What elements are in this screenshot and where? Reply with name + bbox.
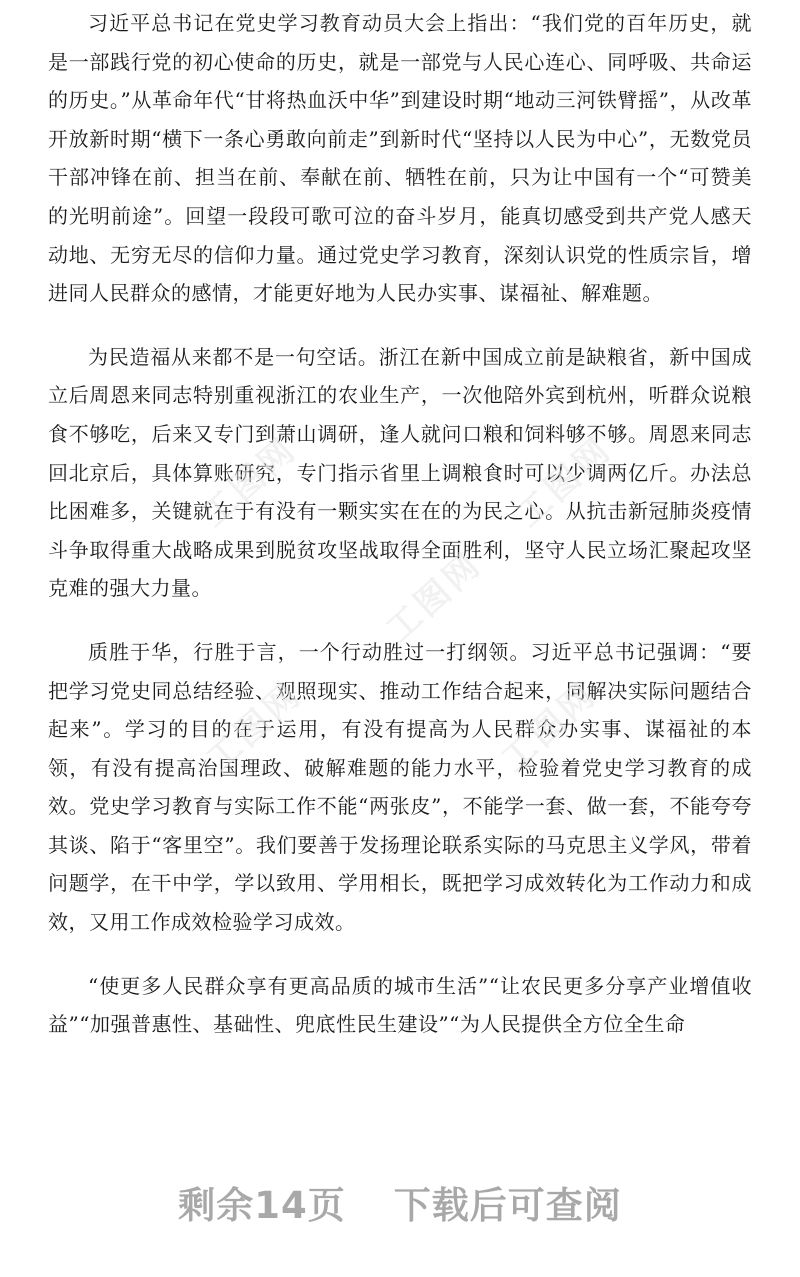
paragraph-3: 质胜于华，行胜于言，一个行动胜过一打纲领。习近平总书记强调：“要把学习党史同总结经验、观照现实、推动工作结合起来，同解决实际问题结合起来”。学习的目的在于运用，有没有提高为人民群众办实事、谋福祉的本领，有没有提高治国理政、破解难题的能力水平，检验着党史学习教育的成效。党史学习教育与实际工作不能“两张皮”，不能学一套、做一套，不能夸夸其谈、陷于“客里空”。我们要善于发扬理论联系实际的马克思主义学风，带着问题学，在干中学，学以致用、学用相长，既把学习成效转化为工作动力和成效，又用工作成效检验学习成效。 [48,639,752,935]
watermark: 工图网 [493,674,606,781]
download-to-read-link[interactable]: 下载后可查阅 [393,1184,622,1227]
watermark: 工图网 [193,429,306,536]
remaining-pages-banner[interactable] [0,1175,800,1229]
paragraph-1: 习近平总书记在党史学习教育动员大会上指出：“我们党的百年历史，就是一部践行党的初心使命的历史，就是一部党与人民心连心、同呼吸、共命运的历史。”从革命年代“甘将热血沃中华”到建设时期“地动三河铁臂摇”，从改革开放新时期“横下一条心勇敢向前走”到新时代“坚持以人民为中心”，无数党员干部冲锋在前、担当在前、奉献在前、牺牲在前，只为让中国有一个“可赞美的光明前途”。回望一段段可歌可泣的奋斗岁月，能真切感受到共产党人感天动地、无穷无尽的信仰力量。通过党史学习教育，深刻认识党的性质宗旨，增进同人民群众的感情，才能更好地为人民办实事、谋福祉、解难题。 [48,11,752,306]
watermark: 工图网 [378,544,491,651]
remaining-pages-count: 剩余14页 [178,1184,346,1227]
watermark: 工图网 [198,674,311,781]
watermark: 工图网 [508,429,621,536]
paragraph-4: “使更多人民群众享有更高品质的城市生活”“让农民更多分享产业增值收益”“加强普惠性、基础性、兜底性民生建设”“为人民提供全方位全生命 [48,973,752,1037]
article-body [48,4,752,1044]
paragraph-2: 为民造福从来都不是一句空话。浙江在新中国成立前是缺粮省，新中国成立后周恩来同志特别重视浙江的农业生产，一次他陪外宾到杭州，听群众说粮食不够吃，后来又专门到萧山调研，逢人就问口粮和饲料够不够。周恩来同志回北京后，具体算账研究，专门指示省里上调粮食时可以少调两亿斤。办法总比困难多，关键就在于有没有一颗实实在在的为民之心。从抗击新冠肺炎疫情斗争取得重大战略成果到脱贫攻坚战取得全面胜利，坚守人民立场汇聚起攻坚克难的强大力量。 [48,344,752,601]
